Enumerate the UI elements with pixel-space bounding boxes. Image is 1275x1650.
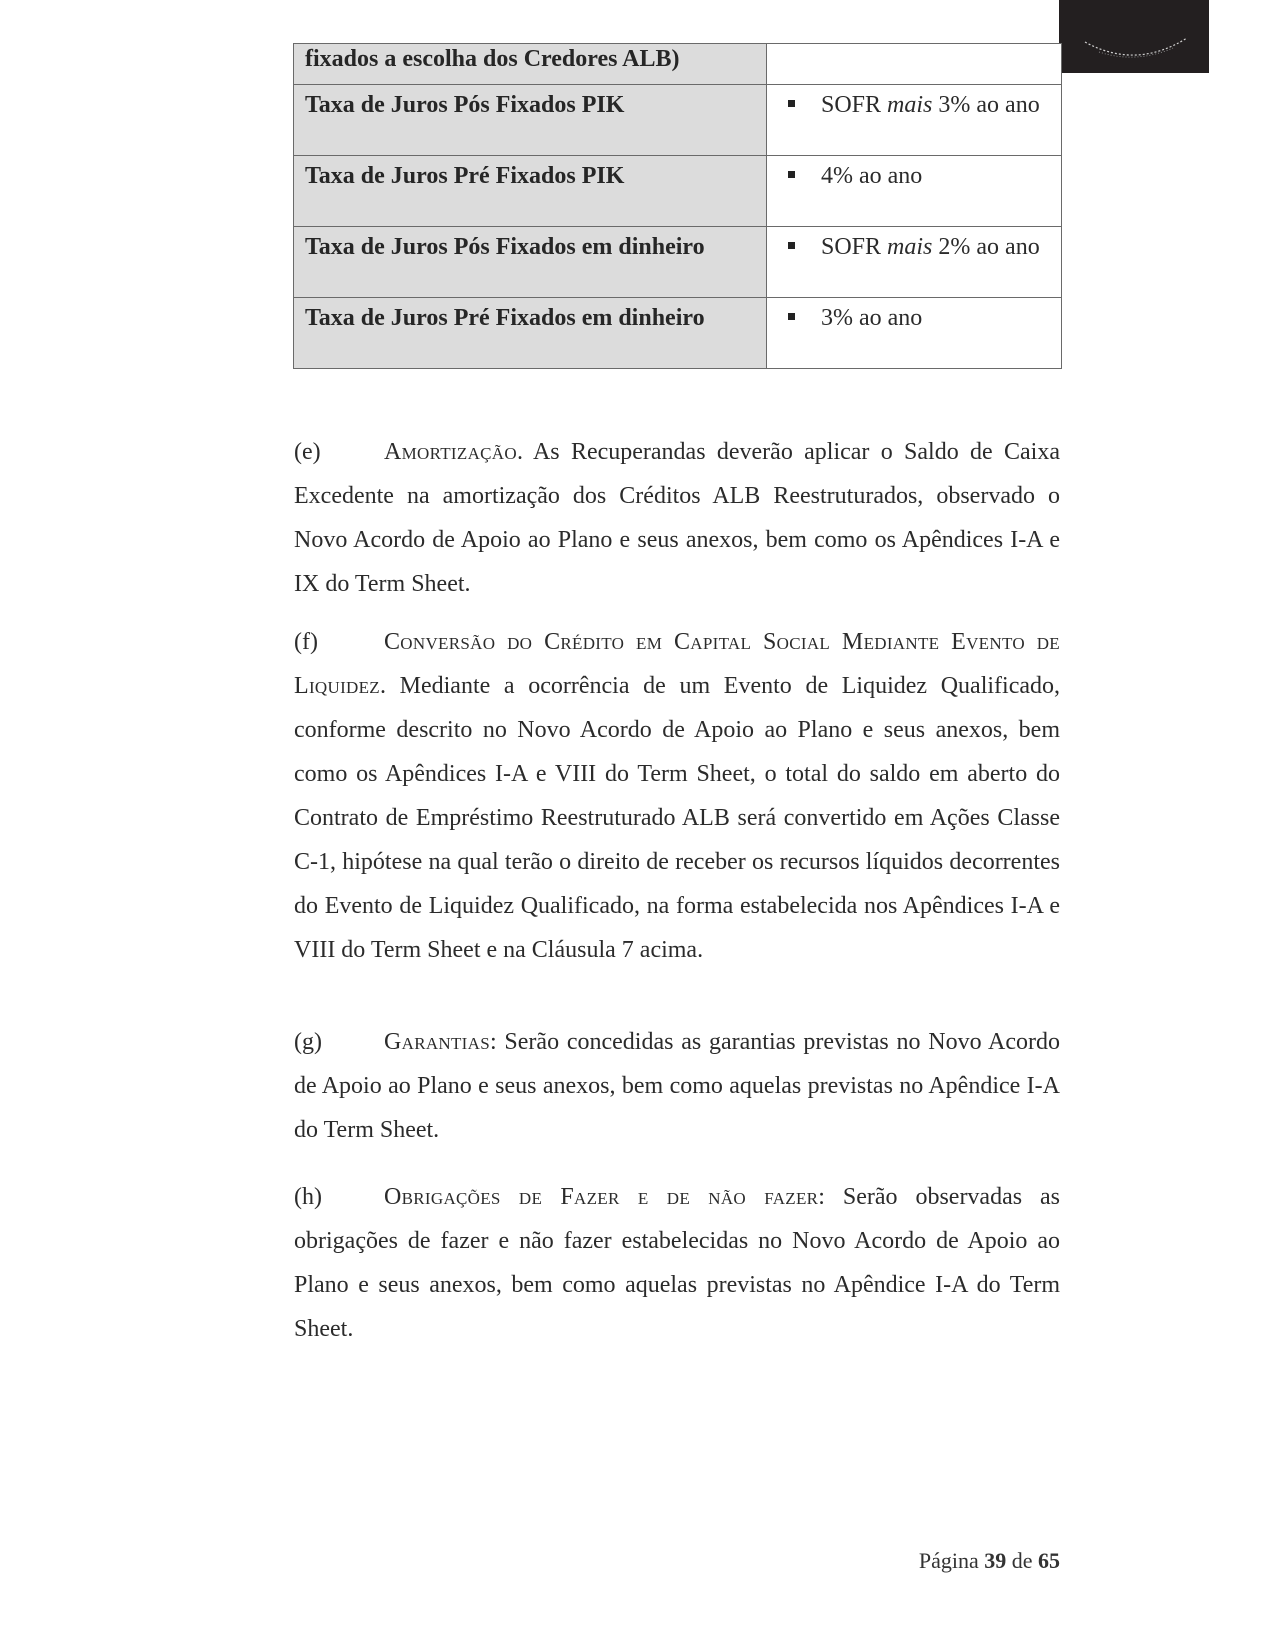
table-row [294,85,1062,156]
rate-value: 3% ao ano [767,298,1062,369]
clause-heading: Amortização [384,439,517,465]
rate-value: 4% ao ano [767,156,1062,227]
clause-text: Serão observadas as obrigações de fazer e não fazer estabelecidas no Novo Acordo de Apoio ao Plano e seus anexos, bem como aquelas previstas no Apêndice I-A do Term Sheet. [294,1184,1060,1342]
clause-letter: (f) [294,629,318,655]
clause-letter: (g) [294,1029,322,1055]
clause-heading: Garantias [384,1029,490,1055]
bullet-icon [788,100,795,107]
rate-label: fixados a escolha dos Credores ALB) [294,44,767,85]
clause-text: Serão concedidas as garantias previstas no Novo Acordo de Apoio ao Plano e seus anexos, bem como aquelas previstas no Apêndice I-A do Term Sheet. [294,1029,1060,1143]
bullet-icon [788,171,795,178]
clause-text: Mediante a ocorrência de um Evento de Liquidez Qualificado, conforme descrito no Novo Acordo de Apoio ao Plano e seus anexos, bem como os Apêndices I-A e VIII do Term Sheet, o total do saldo em aberto do Contrato de Empréstimo Reestruturado ALB será convertido em Ações Classe C-1, hipótese na qual terão o direito de receber os recursos líquidos decorrentes do Evento de Liquidez Qualificado, na forma estabelecida nos Apêndices I-A e VIII do Term Sheet e na Cláusula 7 acima. [294,673,1060,963]
rate-label: Taxa de Juros Pós Fixados PIK [294,85,767,156]
table-row [294,298,1062,369]
rate-value [767,44,1062,85]
company-logo [1059,0,1209,73]
clause-g-garantias: (g) Garantias: Serão concedidas as garantias previstas no Novo Acordo de Apoio ao Plano e seus anexos, bem como aquelas previstas no Apêndice I-A do Term Sheet. [294,1020,1060,1152]
rate-label: Taxa de Juros Pós Fixados em dinheiro [294,227,767,298]
clause-f-conversao: (f) Conversão do Crédito em Capital Social Mediante Evento de Liquidez. Mediante a ocorrência de um Evento de Liquidez Qualificado, conforme descrito no Novo Acordo de Apoio ao Plano e seus anexos, bem como os Apêndices I-A e VIII do Term Sheet, o total do saldo em aberto do Contrato de Empréstimo Reestruturado ALB será convertido em Ações Classe C-1, hipótese na qual terão o direito de receber os recursos líquidos decorrentes do Evento de Liquidez Qualificado, na forma estabelecida nos Apêndices I-A e VIII do Term Sheet e na Cláusula 7 acima. [294,620,1060,972]
clause-heading: Conversão do Crédito em Capital Social Mediante Evento de Liquidez [294,629,1060,699]
interest-rate-table [293,43,1062,369]
rate-value: SOFR mais 2% ao ano [767,227,1062,298]
clause-text: As Recuperandas deverão aplicar o Saldo de Caixa Excedente na amortização dos Créditos ALB Reestruturados, observado o Novo Acordo de Apoio ao Plano e seus anexos, bem como os Apêndices I-A e IX do Term Sheet. [294,439,1060,597]
clause-letter: (e) [294,439,321,465]
clause-heading: Obrigações de Fazer e de não fazer [384,1184,819,1210]
table-row [294,44,1062,85]
clause-e-amortizacao: (e) Amortização. As Recuperandas deverão aplicar o Saldo de Caixa Excedente na amortização dos Créditos ALB Reestruturados, observado o Novo Acordo de Apoio ao Plano e seus anexos, bem como os Apêndices I-A e IX do Term Sheet. [294,430,1060,606]
page-number: Página 39 de 65 [918,1548,1060,1573]
table-row [294,156,1062,227]
company-logo-icon [1081,30,1191,70]
bullet-icon [788,242,795,249]
rate-label: Taxa de Juros Pré Fixados em dinheiro [294,298,767,369]
clause-letter: (h) [294,1184,322,1210]
rate-value: SOFR mais 3% ao ano [767,85,1062,156]
bullet-icon [788,313,795,320]
rate-label: Taxa de Juros Pré Fixados PIK [294,156,767,227]
table-row [294,227,1062,298]
clause-h-obrigacoes: (h) Obrigações de Fazer e de não fazer: Serão observadas as obrigações de fazer e não fazer estabelecidas no Novo Acordo de Apoio ao Plano e seus anexos, bem como aquelas previstas no Apêndice I-A do Term Sheet. [294,1175,1060,1351]
